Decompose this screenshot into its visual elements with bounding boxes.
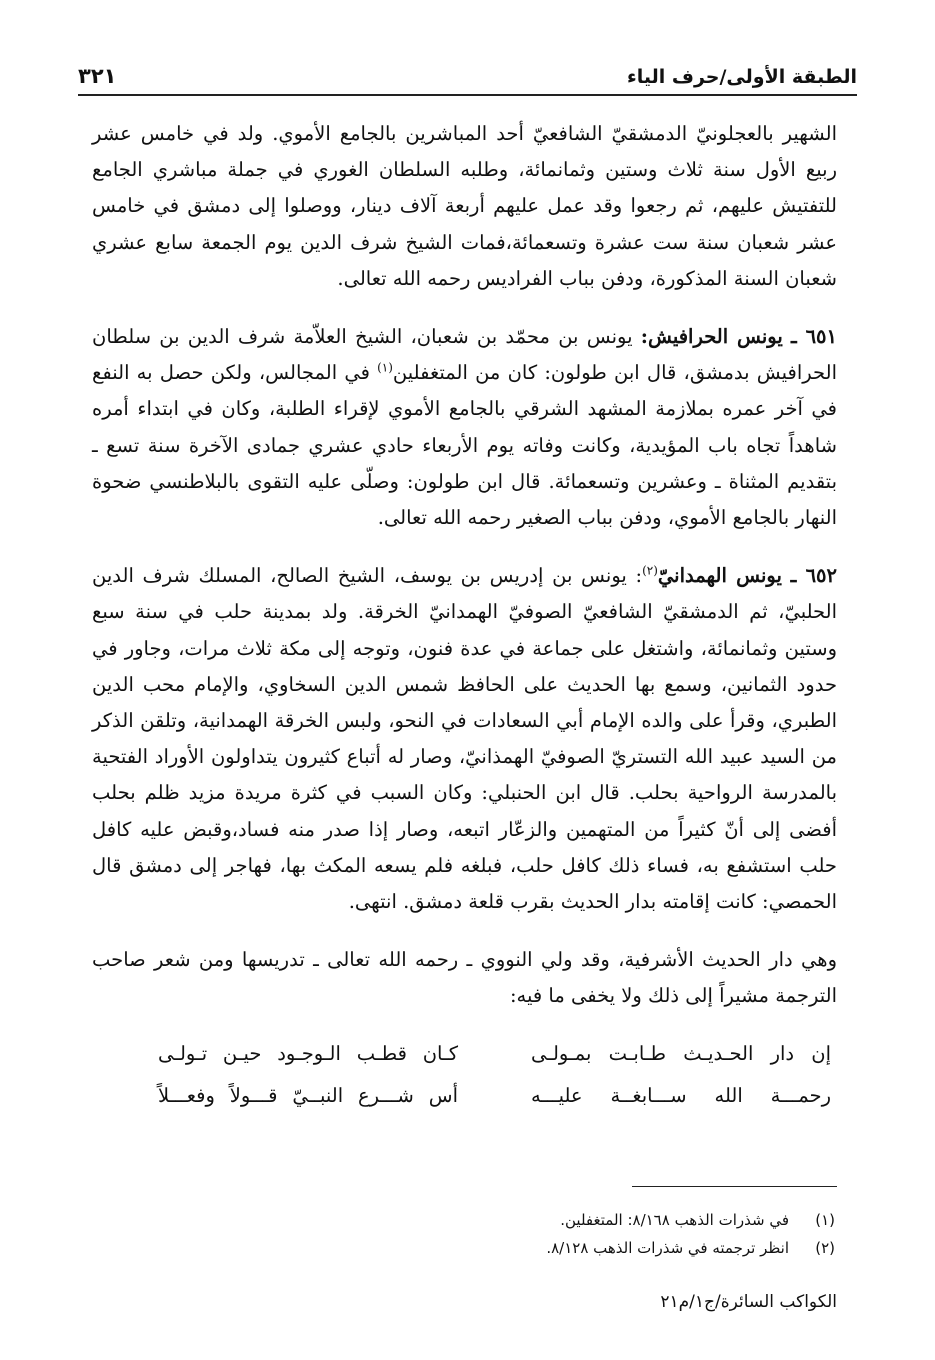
footnote-number: (١) [815,1211,835,1229]
verse-first-hemistich: رحمـــة الله ســـابغــة عليـــه [531,1083,831,1107]
verse-line [92,1075,831,1117]
entry-text-continued: في المجالس، ولكن حصل به النفع في آخر عمره بملازمة المشهد الشرقي بالجامع الأموي لإقراء الطلبة، وكان في ابتداء أمره شاهداً تجاه باب المؤيدية، وكانت وفاته يوم الأربعاء حادي عشري جمادى الآخرة سنة تسع ـ بتقديم المثناة ـ وعشرين وتسعمائة. قال ابن طولون: وصلّى عليه التقوى بالبلاطنسي ضحوة النهار بالجامع الأموي، ودفن بباب الصغير رحمه الله تعالى. [92,361,837,530]
verse-second-hemistich: كـان قطـب الـوجـود حيـن تـولـى [158,1041,458,1065]
entry-name: يونس الحرافيش: [640,325,783,349]
entry-number: ٦٥١ ـ [791,325,837,349]
paragraph-continuation [92,116,837,297]
footnote-ref-1: (١) [377,360,393,375]
entry-text: يونس بن محمّد بن شعبان، الشيخ العلاّمة شرف الدين بن سلطان الحرافيش بدمشق، قال ابن طولون: كان من المتغفلين [92,325,837,385]
page-body [92,116,837,1117]
paragraph-text: وهي دار الحديث الأشرفية، وقد ولي النووي ـ رحمه الله تعالى ـ تدريسها ومن شعر صاحب الترجمة مشيراً إلى ذلك ولا يخفى ما فيه: [92,948,837,1008]
footnotes [98,1206,835,1262]
paragraph-text: الشهير بالعجلونيّ الدمشقيّ الشافعيّ أحد المباشرين بالجامع الأموي. ولد في خامس عشر ربيع الأول سنة ثلاث وستين وثمانمائة، وطلبه السلطان الغوري في جملة مباشري الجامع للتفتيش عليهم، ثم رجعوا وقد عمل عليهم أربعة آلاف دينار، ووصلوا إلى دمشق في خامس عشر شعبان سنة ست عشرة وتسعمائة،فمات الشيخ شرف الدين يوم الجمعة سابع عشري شعبان السنة المذكورة، ودفن بباب الفراديس رحمه الله تعالى. [92,122,837,290]
footnote-ref-2: (٢) [642,563,658,578]
footnote-item [98,1206,835,1234]
running-title: الطبقة الأولى/حرف الياء [627,66,857,88]
verse-first-hemistich: إن دار الحـديـث طـابـت بمـولـى [531,1041,831,1065]
footnote-text: انظر ترجمته في شذرات الذهب ٨/١٢٨. [546,1239,789,1257]
verse-second-hemistich: أس شـــرع النبــيّ قـــولاً وفعـــلاً [158,1083,458,1107]
footnote-number: (٢) [815,1239,835,1257]
entry-text: : يونس بن إدريس بن يوسف، الشيخ الصالح، المسلك شرف الدين الحلبيّ، ثم الدمشقيّ الشافعيّ الصوفيّ الهمدانيّ الخرقة. ولد بمدينة حلب في سنة سبع وستين وثمانمائة، واشتغل على جماعة في عدة فنون، وتوجه إلى مكة ثلاث مرات، وجاور في حدود الثمانين، وسمع بها الحديث على الحافظ شمس الدين السخاوي، والإمام محب الدين الطبري، وقرأ على والده الإمام أبي السعادات في النحو، ولبس الخرقة الهمدانية، وتلقن الذكر من السيد عبيد الله التستريّ الصوفيّ الهمذانيّ، وصار له أتباع كثيرون يتداولون الأوراد الفتحية بالمدرسة الرواحية بحلب. قال ابن الحنبلي: وكان السبب في كثرة مريدة مزيد ظلم بحلب أفضى إلى أنّ كثيراً من المتهمين والزعّار اتبعه، وصار إذا صدر منه فساد،وقبض عليه كافل حلب استشفع به، فساء ذلك كافل حلب، فبلغه فلم يسعه المكث بها، فهاجر إلى دمشق قال الحمصي: كانت إقامته بدار الحديث بقرب قلعة دمشق. انتهى. [92,564,837,914]
footnote-divider [632,1186,837,1187]
footnote-text: في شذرات الذهب ٨/١٦٨: المتغفلين. [560,1211,789,1229]
entry-651 [92,319,837,536]
signature-mark: الكواكب السائرة/ج١/م٢١ [660,1292,837,1312]
paragraph-verse-intro [92,942,837,1014]
entry-652 [92,558,837,920]
page-number: ٣٢١ [78,64,117,88]
page-header [78,40,857,96]
footnote-item [98,1234,835,1262]
verse-line [92,1033,831,1075]
entry-name: يونس الهمدانيّ [657,564,782,588]
entry-number: ٦٥٢ ـ [790,564,837,588]
poem [92,1033,837,1117]
